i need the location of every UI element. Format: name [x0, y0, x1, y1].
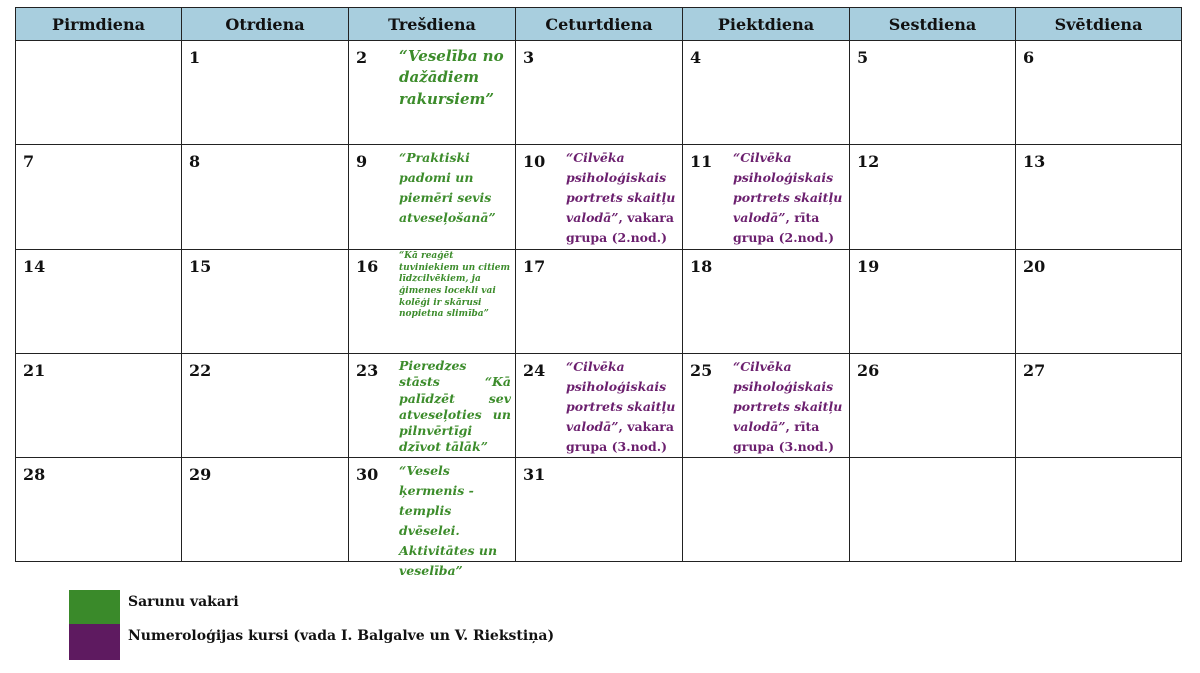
day-number: 2 — [356, 48, 368, 67]
day-number: 3 — [523, 48, 535, 67]
day-number: 5 — [857, 48, 869, 67]
day-cell — [182, 145, 349, 250]
day-cell — [349, 250, 516, 354]
day-cell — [349, 354, 516, 458]
legend-swatch-green — [69, 590, 120, 626]
legend-swatch-purple — [69, 624, 120, 660]
day-number: 12 — [857, 152, 880, 171]
day-cell — [850, 250, 1016, 354]
calendar-table — [15, 7, 1182, 578]
legend-label-numerologijas-kursi: Numeroloģijas kursi (vada I. Balgalve un V. Riekstiņa) — [128, 628, 555, 644]
event-title: “Cilvēka psiholoģiskais portrets skaitļu valodā” — [566, 359, 676, 434]
day-number: 23 — [356, 361, 379, 380]
day-number: 21 — [23, 361, 46, 380]
day-number: 13 — [1023, 152, 1046, 171]
event-sarunu-vakars: “Vesels ķermenis - templis dvēselei. Aktivitātes un veselība” — [399, 463, 498, 578]
day-cell — [16, 250, 182, 354]
day-number: 19 — [857, 257, 880, 276]
day-cell — [683, 250, 850, 354]
day-cell — [683, 41, 850, 145]
day-cell — [16, 41, 182, 145]
day-cell — [16, 458, 182, 562]
week-row — [16, 458, 1182, 562]
day-number: 28 — [23, 465, 46, 484]
day-cell — [349, 41, 516, 145]
event-detail: , rīta grupa (3.nod.) — [733, 419, 835, 454]
day-cell — [349, 458, 516, 578]
day-cell — [1016, 458, 1182, 562]
day-number: 25 — [690, 361, 713, 380]
week-row — [16, 145, 1182, 250]
day-number: 10 — [523, 152, 546, 171]
day-number: 6 — [1023, 48, 1035, 67]
weekday-header: Ceturtdiena — [516, 8, 683, 41]
day-cell — [850, 145, 1016, 250]
weekday-header: Sestdiena — [850, 8, 1016, 41]
day-cell — [182, 41, 349, 145]
event-title: “Cilvēka psiholoģiskais portrets skaitļu valodā” — [733, 150, 843, 225]
event-title: “Cilvēka psiholoģiskais portrets skaitļu valodā” — [733, 359, 843, 434]
day-cell — [516, 458, 683, 562]
day-number: 18 — [690, 257, 713, 276]
day-cell — [182, 458, 349, 562]
day-cell — [182, 354, 349, 458]
day-number: 31 — [523, 465, 546, 484]
day-number: 9 — [356, 152, 368, 171]
day-number: 20 — [1023, 257, 1046, 276]
day-number: 27 — [1023, 361, 1046, 380]
event-detail: , vakara grupa (3.nod.) — [566, 419, 674, 454]
legend-label-sarunu-vakari: Sarunu vakari — [128, 594, 239, 610]
day-number: 11 — [690, 152, 713, 171]
day-number: 4 — [690, 48, 702, 67]
event-numerologijas-kurss — [566, 357, 681, 457]
day-cell — [1016, 354, 1182, 458]
event-title: Pieredzes stāsts — [399, 358, 467, 390]
day-number: 16 — [356, 257, 379, 276]
event-sarunu-vakars: “Praktiski padomi un piemēri sevis atveseļošanā” — [399, 150, 496, 225]
day-number: 22 — [189, 361, 212, 380]
event-numerologijas-kurss — [733, 148, 848, 248]
day-cell — [850, 458, 1016, 562]
day-cell — [16, 354, 182, 458]
day-cell — [349, 145, 516, 250]
event-numerologijas-kurss — [566, 148, 681, 248]
day-number: 15 — [189, 257, 212, 276]
event-numerologijas-kurss — [733, 357, 848, 457]
event-detail: , vakara grupa (2.nod.) — [566, 210, 674, 245]
day-number: 7 — [23, 152, 35, 171]
day-cell — [1016, 41, 1182, 145]
event-sarunu-vakars — [399, 358, 511, 456]
day-cell — [516, 354, 683, 458]
week-row — [16, 354, 1182, 458]
day-number: 26 — [857, 361, 880, 380]
day-cell — [516, 41, 683, 145]
day-cell — [850, 354, 1016, 458]
day-cell — [850, 41, 1016, 145]
day-number: 8 — [189, 152, 201, 171]
weekday-header: Svētdiena — [1016, 8, 1182, 41]
weekday-header: Otrdiena — [182, 8, 349, 41]
day-cell — [683, 145, 850, 250]
day-number: 29 — [189, 465, 212, 484]
week-row — [16, 41, 1182, 145]
day-cell — [516, 145, 683, 250]
event-sarunu-vakars: “Kā reaģēt tuviniekiem un citiem līdzcilvēkiem, ja ģimenes locekli vai kolēģi ir skārusi nopietna slimība” — [399, 251, 511, 320]
event-title: “Cilvēka psiholoģiskais portrets skaitļu valodā” — [566, 150, 676, 225]
day-number: 1 — [189, 48, 201, 67]
weekday-header: Piektdiena — [683, 8, 850, 41]
day-cell — [683, 354, 850, 458]
weekday-header-row — [16, 8, 1182, 41]
day-number: 30 — [356, 465, 379, 484]
day-number: 17 — [523, 257, 546, 276]
day-number: 24 — [523, 361, 546, 380]
day-cell — [1016, 145, 1182, 250]
event-detail: “Kā palīdzēt sev atveseļoties un pilnvērtīgi dzīvot tālāk” — [399, 374, 511, 455]
day-cell — [683, 458, 850, 562]
day-cell — [16, 145, 182, 250]
week-row — [16, 250, 1182, 354]
day-cell — [182, 250, 349, 354]
event-sarunu-vakars: “Veselība no dažādiem rakursiem” — [399, 47, 504, 108]
day-number: 14 — [23, 257, 46, 276]
event-detail: , rīta grupa (2.nod.) — [733, 210, 835, 245]
weekday-header: Trešdiena — [349, 8, 516, 41]
day-cell — [516, 250, 683, 354]
day-cell — [1016, 250, 1182, 354]
weekday-header: Pirmdiena — [16, 8, 182, 41]
